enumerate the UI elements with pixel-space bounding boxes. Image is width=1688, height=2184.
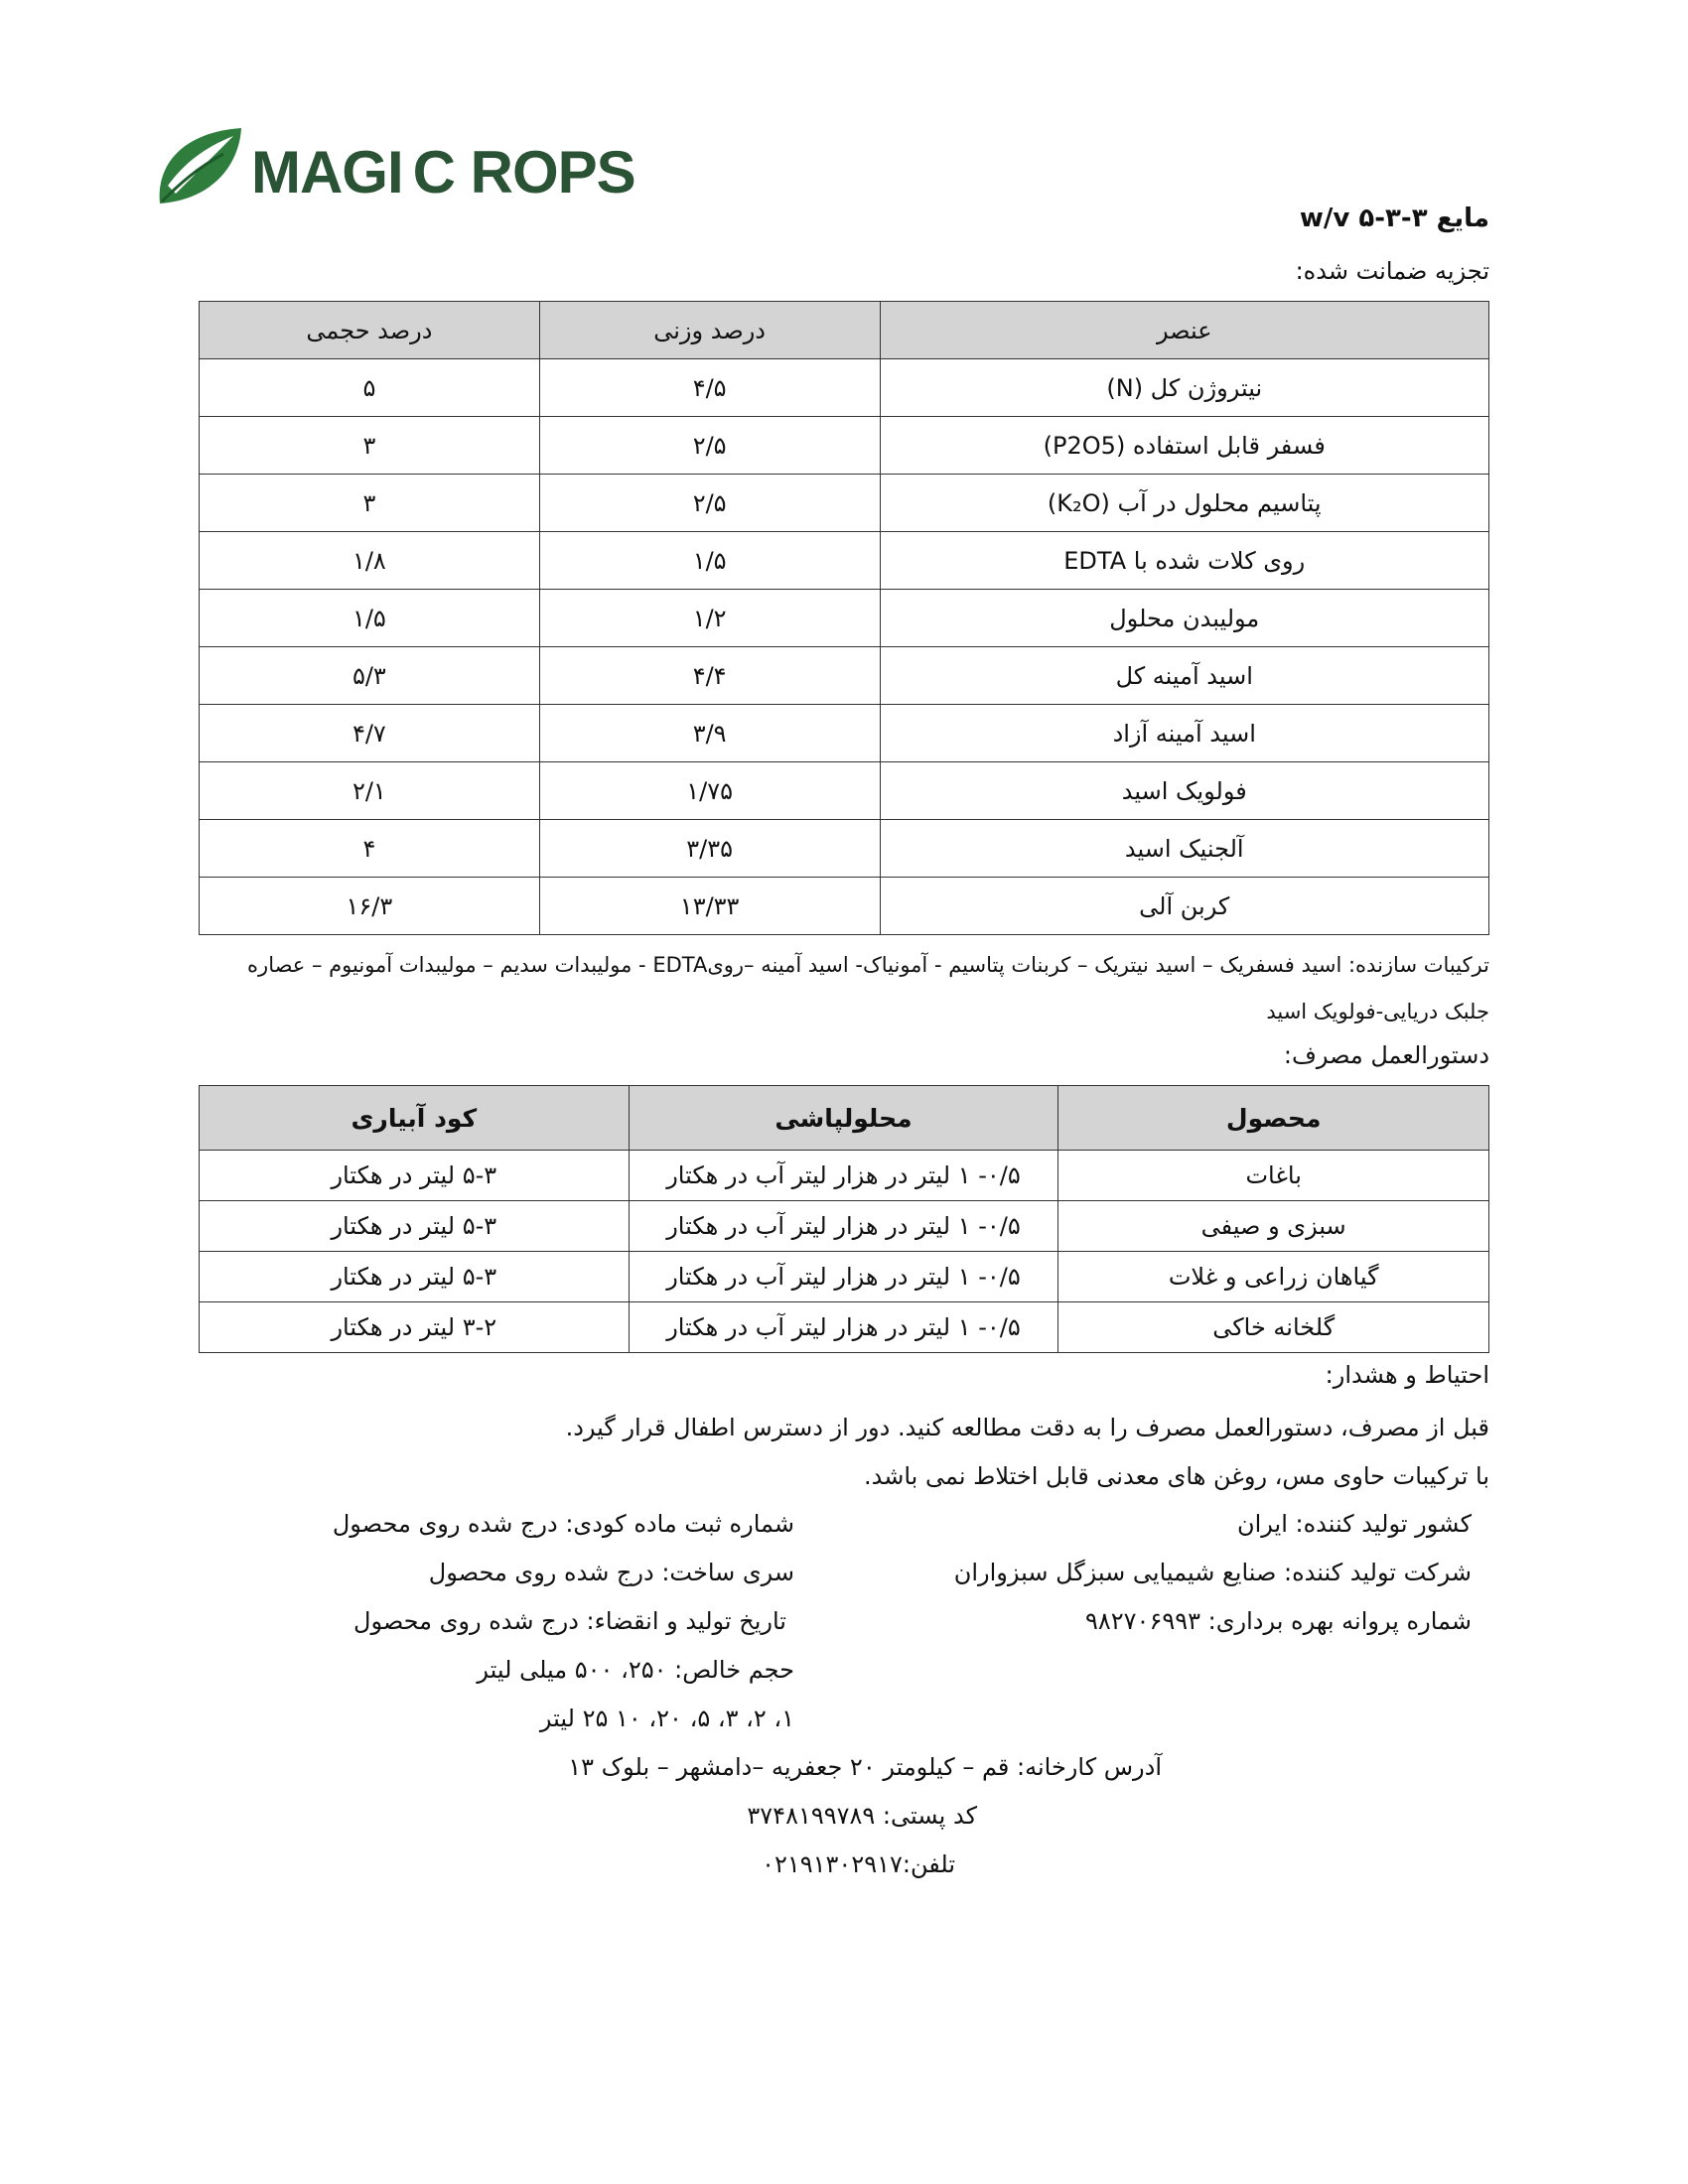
header-element: عنصر [880, 302, 1489, 359]
leaf-logo-icon [154, 124, 245, 209]
table-row [200, 359, 1489, 417]
table-row [200, 820, 1489, 878]
table-cell: ۵-۳ لیتر در هکتار [200, 1151, 630, 1201]
info-country: کشور تولید کننده: ایران [1237, 1510, 1472, 1538]
table-cell: ۲/۱ [200, 762, 540, 820]
table-row [200, 590, 1489, 647]
table-cell: ۱/۵ [200, 590, 540, 647]
table-header-row [200, 302, 1489, 359]
table-cell: ۱/۵ [539, 532, 880, 590]
table-cell: ۱/۷۵ [539, 762, 880, 820]
table-cell: ۲/۵ [539, 475, 880, 532]
analysis-table [199, 301, 1489, 935]
table-cell: کربن آلی [880, 878, 1489, 935]
table-cell: ۵-۳ لیتر در هکتار [200, 1252, 630, 1302]
info-batch: سری ساخت: درج شده روی محصول [428, 1559, 794, 1586]
info-net-volume: حجم خالص: ۲۵۰، ۵۰۰ میلی لیتر [477, 1656, 794, 1684]
info-license-number: شماره پروانه بهره برداری: ۹۸۲۷۰۶۹۹۳ [1084, 1607, 1472, 1635]
warning-line: قبل از مصرف، دستورالعمل مصرف را به دقت مطالعه کنید. دور از دسترس اطفال قرار گیرد. [565, 1414, 1489, 1441]
usage-instructions-label: دستورالعمل مصرف: [1283, 1041, 1489, 1069]
table-row [200, 1151, 1489, 1201]
table-cell: گلخانه خاکی [1058, 1302, 1489, 1353]
table-row [200, 647, 1489, 705]
guaranteed-analysis-label: تجزیه ضمانت شده: [1295, 257, 1489, 285]
info-registration-number: شماره ثبت ماده کودی: درج شده روی محصول [332, 1510, 794, 1538]
company-logo [154, 124, 635, 213]
table-cell: اسید آمینه کل [880, 647, 1489, 705]
header-fertigation: کود آبیاری [200, 1086, 630, 1151]
table-cell: ۵ [200, 359, 540, 417]
table-cell: ۲/۵ [539, 417, 880, 475]
table-row [200, 705, 1489, 762]
product-title: مایع ۳-۳-۵ w/v [1299, 204, 1489, 233]
header-foliar-spray: محلولپاشی [629, 1086, 1058, 1151]
table-cell: ۳/۳۵ [539, 820, 880, 878]
table-cell: ۳-۲ لیتر در هکتار [200, 1302, 630, 1353]
table-cell: ۴/۵ [539, 359, 880, 417]
phone-number: تلفن:۰۲۱۹۱۳۰۲۹۱۷ [762, 1850, 955, 1878]
table-cell: ۰/۵- ۱ لیتر در هزار لیتر آب در هکتار [629, 1252, 1058, 1302]
table-cell: ۴ [200, 820, 540, 878]
header-weight-percent: درصد وزنی [539, 302, 880, 359]
usage-table [199, 1085, 1489, 1353]
table-cell: فولویک اسید [880, 762, 1489, 820]
info-volume-liters: ۱، ۲، ۳، ۵، ۲۰، ۱۰ ۲۵ لیتر [539, 1705, 794, 1732]
table-cell: اسید آمینه آزاد [880, 705, 1489, 762]
table-cell: ۱/۸ [200, 532, 540, 590]
table-header-row [200, 1086, 1489, 1151]
table-cell: ۰/۵- ۱ لیتر در هزار لیتر آب در هکتار [629, 1201, 1058, 1252]
table-cell: ۴/۷ [200, 705, 540, 762]
table-cell: ۰/۵- ۱ لیتر در هزار لیتر آب در هکتار [629, 1302, 1058, 1353]
warning-label: احتیاط و هشدار: [1325, 1361, 1489, 1389]
table-row [200, 475, 1489, 532]
header-crop: محصول [1058, 1086, 1489, 1151]
table-cell: ۵/۳ [200, 647, 540, 705]
table-row [200, 1201, 1489, 1252]
table-row [200, 762, 1489, 820]
table-row [200, 417, 1489, 475]
table-cell: ۱۶/۳ [200, 878, 540, 935]
table-cell: فسفر قابل استفاده (P2O5) [880, 417, 1489, 475]
table-cell: ۱/۲ [539, 590, 880, 647]
table-cell: گیاهان زراعی و غلات [1058, 1252, 1489, 1302]
table-cell: سبزی و صیفی [1058, 1201, 1489, 1252]
table-cell: نیتروژن کل (N) [880, 359, 1489, 417]
table-cell: ۰/۵- ۱ لیتر در هزار لیتر آب در هکتار [629, 1151, 1058, 1201]
logo-wordmark: MAGI C ROPS [251, 139, 635, 205]
postal-code: کد پستی: ۳۷۴۸۱۹۹۷۸۹ [747, 1802, 977, 1830]
info-dates: تاریخ تولید و انقضاء: درج شده روی محصول [353, 1607, 786, 1635]
table-cell: ۴/۴ [539, 647, 880, 705]
table-row [200, 878, 1489, 935]
warning-line: با ترکیبات حاوی مس، روغن های معدنی قابل اختلاط نمی باشد. [864, 1462, 1489, 1490]
table-cell: مولیبدن محلول [880, 590, 1489, 647]
factory-address: آدرس کارخانه: قم – کیلومتر ۲۰ جعفریه –دامشهر – بلوک ۱۳ [568, 1753, 1162, 1781]
table-cell: ۳/۹ [539, 705, 880, 762]
table-cell: ۳ [200, 417, 540, 475]
table-row [200, 1252, 1489, 1302]
table-cell: ۵-۳ لیتر در هکتار [200, 1201, 630, 1252]
ingredients-text: ترکیبات سازنده: اسید فسفریک – اسید نیتریک – کربنات پتاسیم - آمونیاک- اسید آمینه –رویEDTA - مولیبدات سدیم – مولیبدات آمونیوم – عصاره جلبک دریایی-فولویک اسید [247, 953, 1489, 1024]
header-volume-percent: درصد حجمی [200, 302, 540, 359]
table-row [200, 1302, 1489, 1353]
table-cell: ۱۳/۳۳ [539, 878, 880, 935]
table-cell: پتاسیم محلول در آب (K₂O) [880, 475, 1489, 532]
table-row [200, 532, 1489, 590]
table-cell: ۳ [200, 475, 540, 532]
info-manufacturer: شرکت تولید کننده: صنایع شیمیایی سبزگل سبزواران [953, 1559, 1472, 1586]
table-cell: باغات [1058, 1151, 1489, 1201]
table-cell: آلجنیک اسید [880, 820, 1489, 878]
table-cell: روی کلات شده با EDTA [880, 532, 1489, 590]
